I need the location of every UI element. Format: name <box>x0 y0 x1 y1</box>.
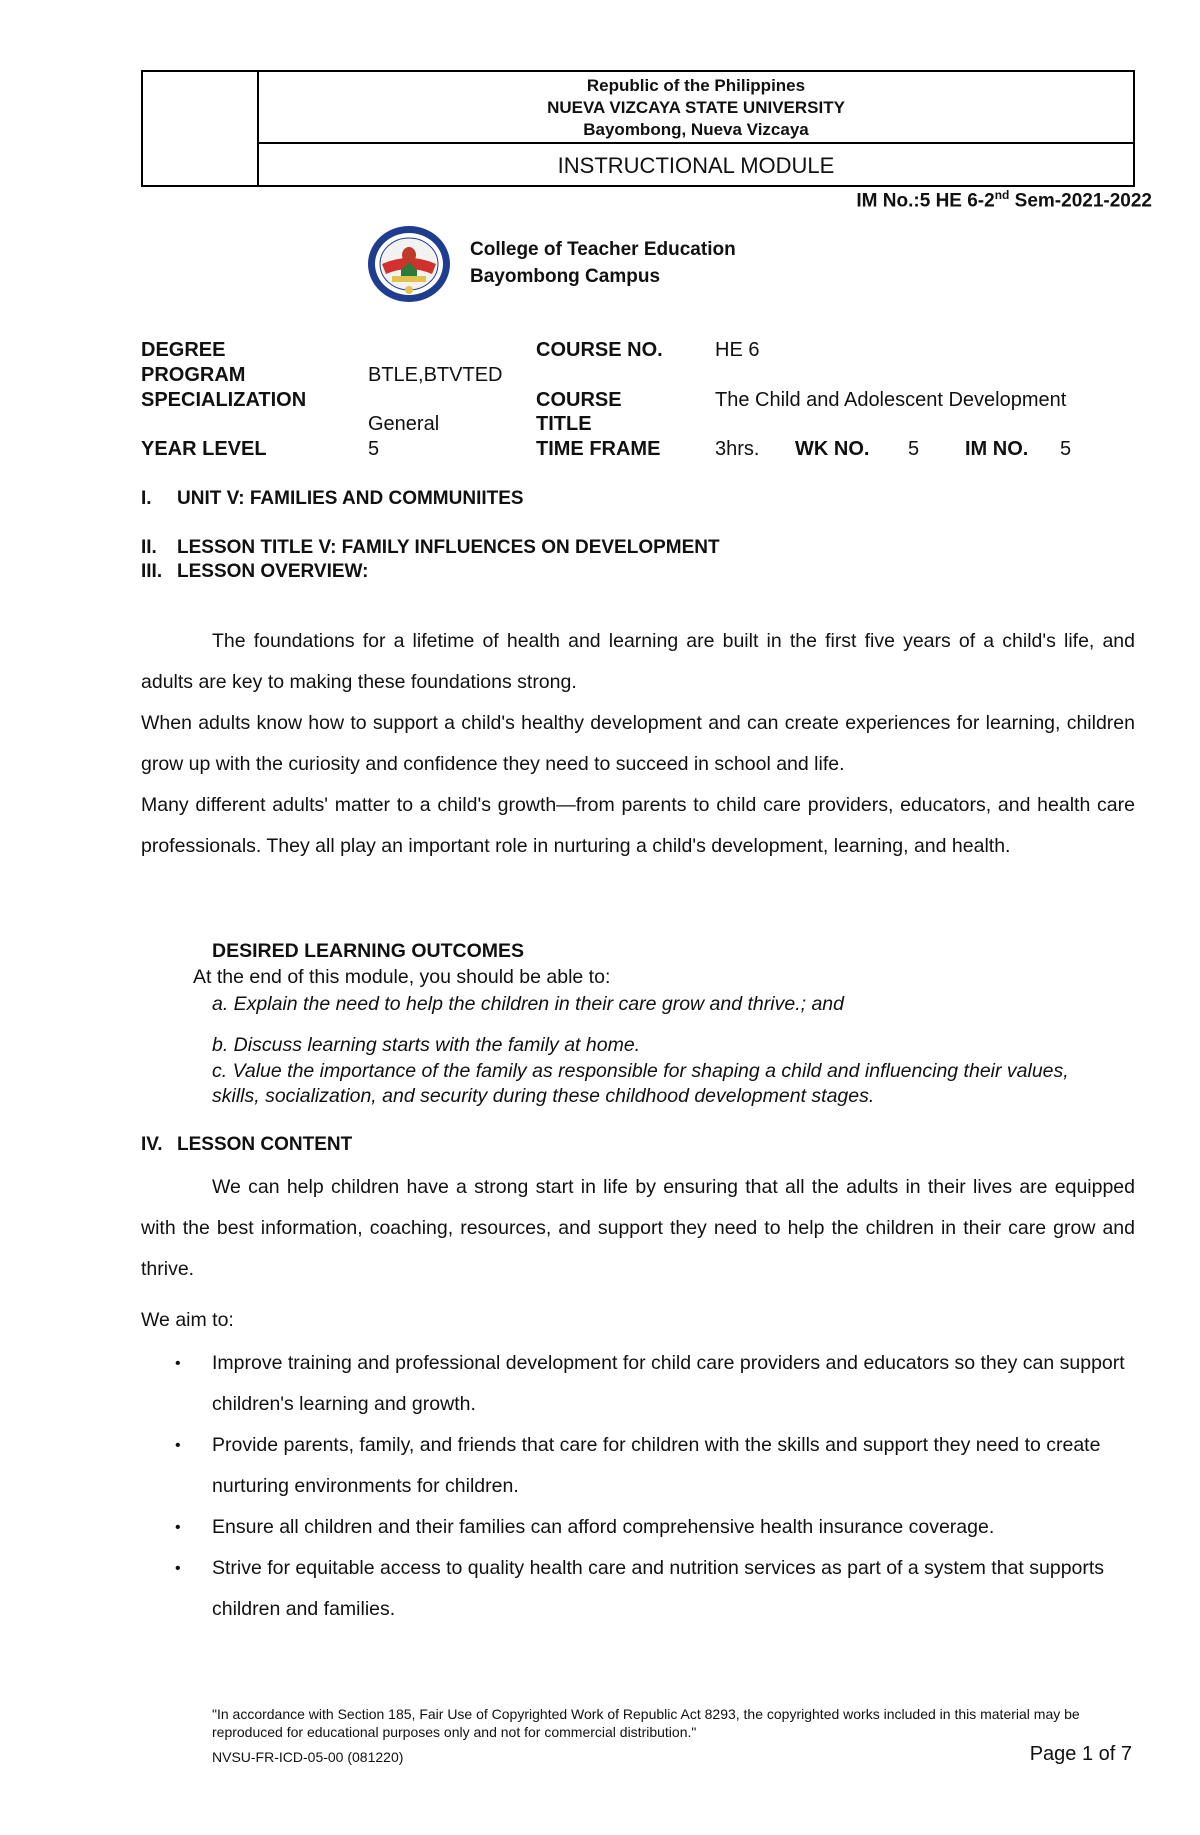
bullet-icon: • <box>175 1437 181 1454</box>
outcomes-title: DESIRED LEARNING OUTCOMES <box>212 940 525 962</box>
aim-intro: We aim to: <box>141 1309 234 1331</box>
im-no-label: IM NO. <box>965 438 1029 460</box>
overview-paragraph-1: The foundations for a lifetime of health and learning are built in the first five years of a child's life, and adults are key to making these foundations strong. <box>141 630 1135 693</box>
college-block <box>366 224 786 304</box>
aim-text: Strive for equitable access to quality health care and nutrition services as part of a system that supports children and families. <box>212 1557 1105 1620</box>
outcome-a: a. Explain the need to help the children in their care grow and thrive.; and <box>212 993 844 1015</box>
header-university: NUEVA VIZCAYA STATE UNIVERSITY <box>547 98 845 117</box>
copyright-note: "In accordance with Section 185, Fair Use of Copyrighted Work of Republic Act 8293, the copyrighted works included in this material may be reproduced for educational purposes only and not for commercial distribution." <box>212 1706 1080 1740</box>
header-location: Bayombong, Nueva Vizcaya <box>583 120 809 139</box>
course-title-value: The Child and Adolescent Development <box>715 389 1067 411</box>
form-number: NVSU-FR-ICD-05-00 (081220) <box>212 1749 404 1765</box>
specialization-value: General <box>368 413 440 435</box>
specialization-label: SPECIALIZATION <box>141 389 307 411</box>
outcome-b: b. Discuss learning starts with the family at home. <box>212 1034 641 1056</box>
time-frame-value: 3hrs. <box>715 438 760 460</box>
content-paragraph-1: We can help children have a strong start in life by ensuring that all the adults in their lives are equipped with the best information, coaching, resources, and support they need to help the children in their care grow and thrive. <box>141 1176 1135 1280</box>
content-title: LESSON CONTENT <box>177 1134 353 1155</box>
title-label: TITLE <box>536 413 592 435</box>
bullet-icon: • <box>175 1519 181 1536</box>
page-number: Page 1 of 7 <box>1029 1743 1132 1765</box>
im-number-prefix: IM No.:5 HE 6-2 <box>856 190 995 212</box>
year-level-label: YEAR LEVEL <box>141 438 267 460</box>
im-number-suffix: Sem-2021-2022 <box>1009 190 1152 212</box>
aims-list <box>141 1343 1135 1630</box>
course-no-label: COURSE NO. <box>536 339 663 361</box>
header-institution <box>259 72 1133 144</box>
list-item <box>141 1548 1135 1630</box>
lesson-heading <box>141 537 720 559</box>
bullet-icon: • <box>175 1355 181 1372</box>
course-no-value: HE 6 <box>715 339 760 361</box>
lesson-title: LESSON TITLE V: FAMILY INFLUENCES ON DEVELOPMENT <box>177 537 720 558</box>
college-seal-icon <box>366 224 452 304</box>
header-module-type: INSTRUCTIONAL MODULE <box>557 153 835 178</box>
unit-heading <box>141 488 524 510</box>
content-number: IV. <box>141 1134 163 1155</box>
aim-text: Provide parents, family, and friends that care for children with the skills and support they need to create nurturing environments for children. <box>212 1434 1101 1497</box>
outcomes-intro: At the end of this module, you should be able to: <box>193 966 611 988</box>
overview-title: LESSON OVERVIEW: <box>177 561 369 582</box>
bullet-icon: • <box>175 1560 181 1577</box>
overview-paragraph-3: Many different adults' matter to a child's growth—from parents to child care providers, educators, and health care professionals. They all play an important role in nurturing a child's development, learning, and health. <box>141 794 1135 857</box>
unit-number: I. <box>141 488 152 509</box>
course-label: COURSE <box>536 389 622 411</box>
program-value: BTLE,BTVTED <box>368 364 503 386</box>
im-number-sup: nd <box>994 188 1010 202</box>
wk-no-label: WK NO. <box>795 438 870 460</box>
overview-number: III. <box>141 561 163 582</box>
college-name-line1: College of Teacher Education <box>470 239 736 260</box>
im-no-value: 5 <box>1060 438 1072 460</box>
time-frame-label: TIME FRAME <box>536 438 661 460</box>
program-label: PROGRAM <box>141 364 246 386</box>
list-item <box>141 1425 1135 1507</box>
lesson-number: II. <box>141 537 157 558</box>
header-republic: Republic of the Philippines <box>586 76 806 95</box>
wk-no-value: 5 <box>908 438 920 460</box>
college-name <box>470 236 736 290</box>
content-heading <box>141 1134 352 1156</box>
header-box <box>141 70 1135 187</box>
unit-title: UNIT V: FAMILIES AND COMMUNIITES <box>177 488 524 509</box>
header-logo-cell <box>143 72 259 185</box>
aim-text: Ensure all children and their families can afford comprehensive health insurance coverage. <box>212 1516 995 1538</box>
list-item <box>141 1507 1135 1548</box>
college-name-line2: Bayombong Campus <box>470 266 661 287</box>
list-item <box>141 1343 1135 1425</box>
aim-text: Improve training and professional development for child care providers and educators so they can support children's learning and growth. <box>212 1352 1125 1415</box>
year-level-value: 5 <box>368 438 380 460</box>
outcome-c: c. Value the importance of the family as responsible for shaping a child and influencing their values, skills, socialization, and security during these childhood development stages. <box>212 1060 1069 1107</box>
overview-paragraph-2: When adults know how to support a child's healthy development and can create experiences for learning, children grow up with the curiosity and confidence they need to succeed in school and life. <box>141 712 1135 775</box>
im-number <box>856 188 1152 212</box>
overview-heading <box>141 561 368 583</box>
degree-label: DEGREE <box>141 339 226 361</box>
